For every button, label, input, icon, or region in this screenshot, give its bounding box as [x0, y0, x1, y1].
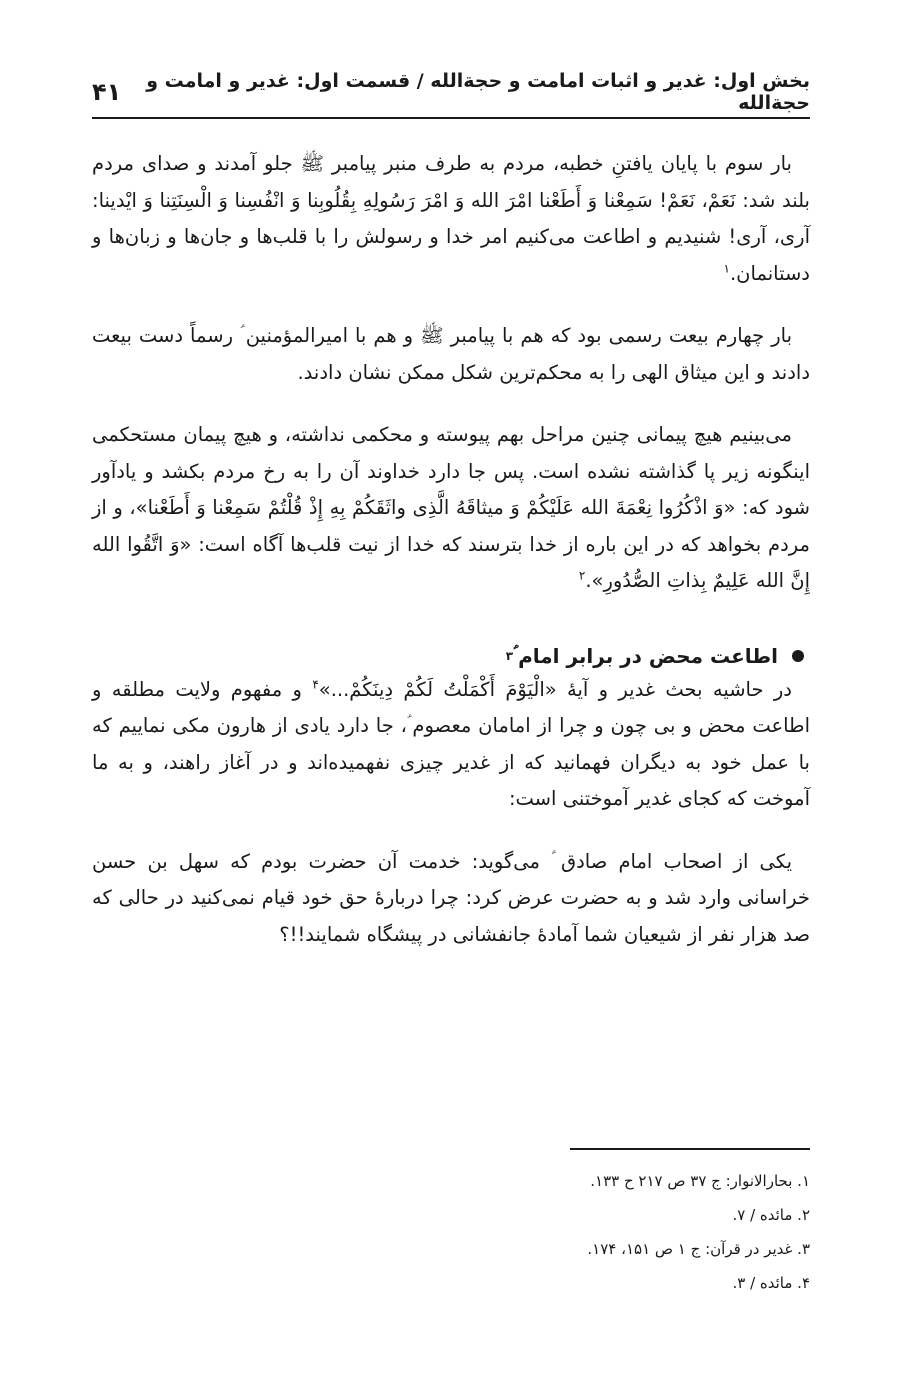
- footnote-ref-1[interactable]: ۱: [723, 261, 730, 275]
- page-number: ۴۱: [92, 78, 122, 106]
- footnote-ref-2[interactable]: ۲: [578, 568, 586, 583]
- bullet-icon: [792, 650, 804, 662]
- page-header: [92, 72, 810, 112]
- section-paragraph-1: در حاشیه بحث غدیر و آیهٔ «الْیَوْمَ أَکْمَلْتُ لَکُمْ دِینَکُمْ...»$^۴$ و مفهوم ولایت مطلقه و اطاعت محض و بی چون و چرا از امامان معصوم ؑ، جا دارد یادی از هارون مکی نماییم که با عمل خود به دیگران فهمانید که از غدیر چیزی نفهمیده‌اند و در آغاز راهند، و به ما آموخت که کجای غدیر آموختنی است:: [92, 677, 810, 810]
- section-paragraph-2: یکی از اصحاب امام صادق ؑ می‌گوید: خدمت آن حضرت بودم که سهل بن حسن خراسانی وارد شد و به حضرت عرض کرد: چرا دربارهٔ حق خود قیام نمی‌کنید در حالی که صد هزار نفر از شیعیان شما آمادهٔ جانفشانی در پیشگاه شمایند!!؟: [92, 849, 810, 946]
- page-body: [92, 146, 810, 979]
- footnote-4: ۴. مائده / ۳.: [732, 1274, 810, 1292]
- running-title: بخش اول: غدیر و اثبات امامت و حجة‌الله / قسمت اول: غدیر و امامت و حجة‌الله: [146, 70, 810, 114]
- paragraph-3: می‌بینیم هیچ پیمانی چنین مراحل بهم پیوسته و محکمی نداشته، و هیچ پیمان مستحکمی اینگونه زیر پا گذاشته نشده است. پس جا دارد خداوند آن را به رخ مردم بکشد و یادآور شود که: «وَ اذْکُرُوا نِعْمَةَ الله عَلَیْکُمْ وَ میثاقَهُ الَّذِی واثَقَکُمْ بِهِ إِذْ قُلْتُمْ سَمِعْنا وَ أَطَعْنا»، و از مردم بخواهد که در این باره از خدا بترسند که خدا از نیت قلب‌ها آگاه است: «وَ اتَّقُوا الله إِنَّ الله عَلِیمٌ بِذاتِ الصُّدُورِ».$^۲$: [92, 423, 810, 592]
- footnotes-list: [92, 1164, 810, 1300]
- footnote-1: ۱. بحارالانوار: ج ۳۷ ص ۲۱۷ ح ۱۳۳.: [590, 1172, 810, 1190]
- footnote-divider: [570, 1148, 810, 1150]
- section-heading: اطاعت محض در برابر امام ؑ ۳: [92, 644, 810, 668]
- section-heading-text: اطاعت محض در برابر امام ؑ: [513, 643, 778, 668]
- footnote-ref-4[interactable]: ۴: [312, 677, 319, 691]
- footnote-3: ۳. غدیر در قرآن: ج ۱ ص ۱۵۱، ۱۷۴.: [587, 1240, 810, 1258]
- header-divider: [92, 117, 810, 119]
- paragraph-2: بار چهارم بیعت رسمی بود که هم با پیامبر ﷺ و هم با امیرالمؤمنین ؑ رسماً دست بیعت دادند و این میثاق الهی را به محکم‌ترین شکل ممکن نشان دادند.: [92, 324, 810, 384]
- paragraph-1: بار سوم با پایان یافتنِ خطبه، مردم به طرف منبر پیامبر ﷺ جلو آمدند و صدای مردم بلند شد: نَعَمْ، نَعَمْ! سَمِعْنا وَ أَطَعْنا امْرَ الله وَ امْرَ رَسُولِهِ بِقُلُوبِنا وَ انْفُسِنا وَ الْسِنَتِنا وَ ایْدینا: آری، آری! شنیدیم و اطاعت می‌کنیم امر خدا و رسولش را با قلب‌ها و جان‌ها و زبان‌ها و دستانمان.$^۱$: [92, 152, 810, 285]
- footnote-2: ۲. مائده / ۷.: [732, 1206, 810, 1224]
